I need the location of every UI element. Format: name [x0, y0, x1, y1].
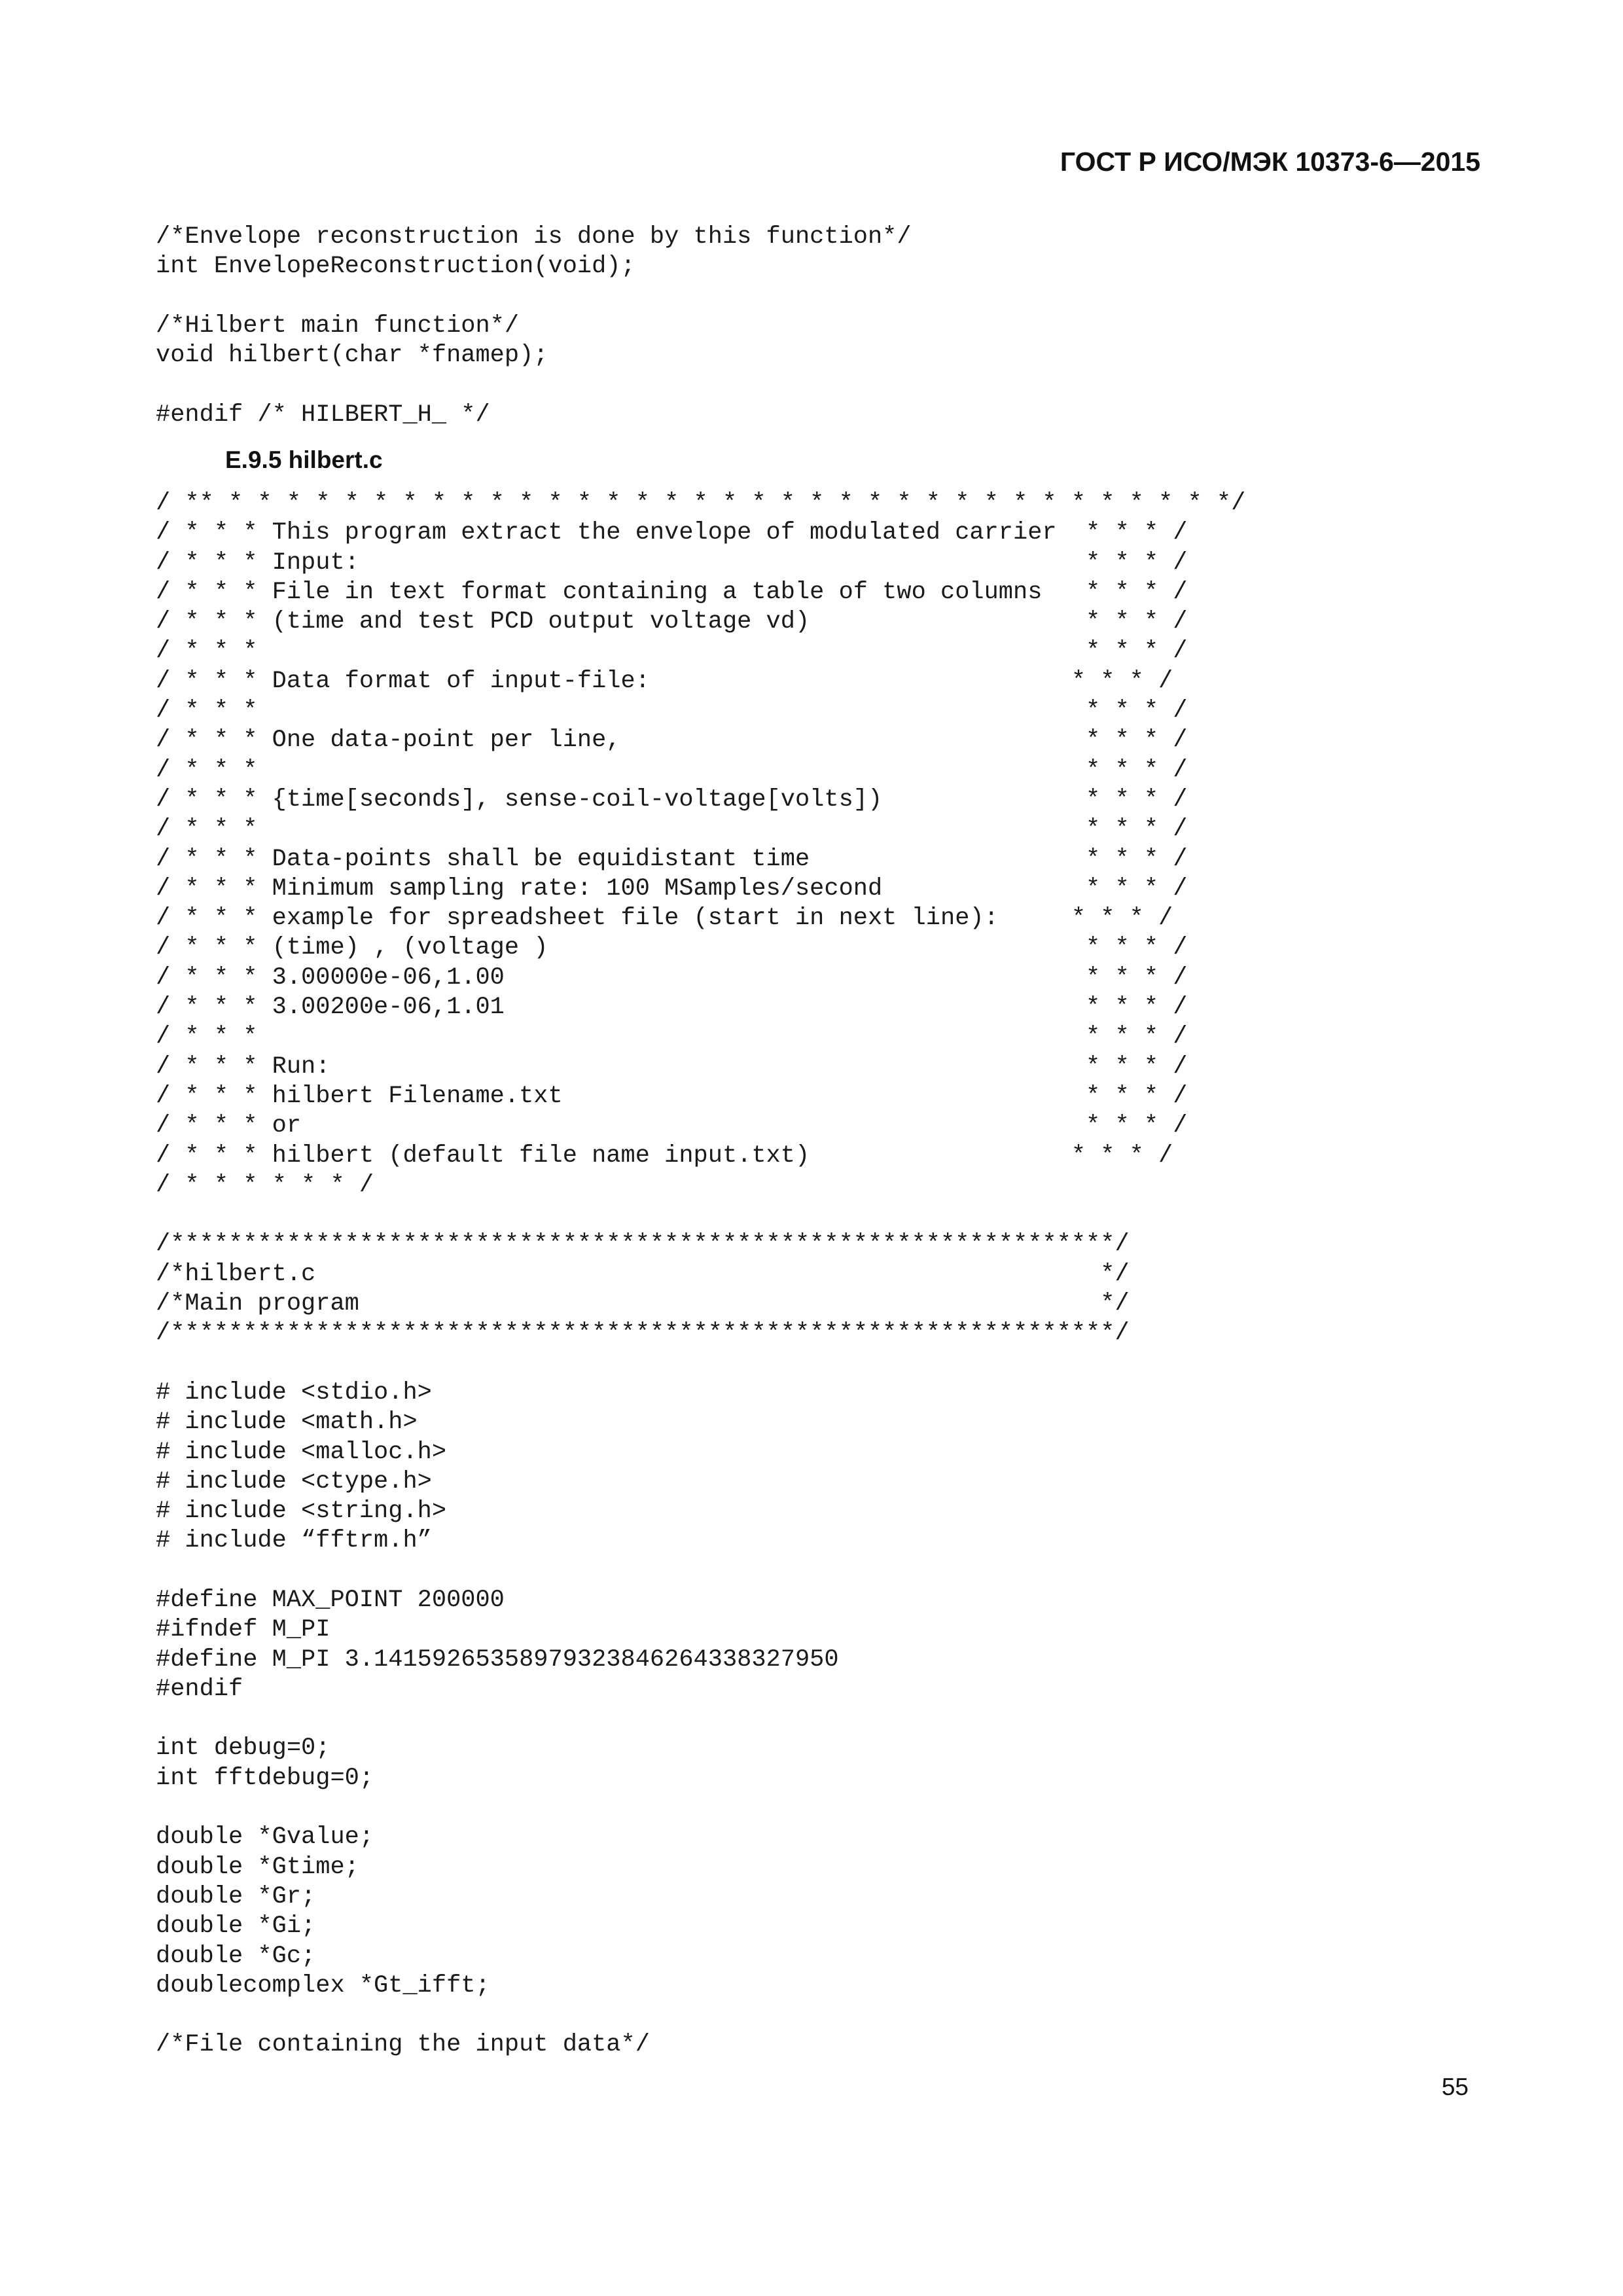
code-line: / * * * example for spreadsheet file (start in next line): * * * / [156, 905, 1173, 933]
code-line: #ifndef M_PI [156, 1616, 330, 1644]
code-line: #define MAX_POINT 200000 [156, 1586, 505, 1614]
code-line: / * * * or * * * / [156, 1112, 1188, 1140]
code-line: /*Main program */ [156, 1290, 1130, 1318]
code-line: / * * * (time) , (voltage ) * * * / [156, 934, 1188, 962]
code-line: / * * * This program extract the envelope of modulated carrier * * * / [156, 519, 1188, 547]
code-line: / * * * Run: * * * / [156, 1052, 1188, 1081]
code-line: / * * * hilbert (default file name input.txt) * * * / [156, 1141, 1173, 1170]
code-line: /*File containing the input data*/ [156, 2031, 650, 2059]
code-line: double *Gi; [156, 1912, 316, 1941]
code-line: # include <math.h> [156, 1408, 418, 1437]
code-line: # include <ctype.h> [156, 1467, 432, 1496]
code-line: #endif [156, 1675, 243, 1703]
code-line: doublecomplex *Gt_ifft; [156, 1971, 490, 2000]
code-line: / * * * Data-points shall be equidistant time * * * / [156, 845, 1188, 873]
code-line: /*****************************************************************/ [156, 1319, 1130, 1348]
code-line: / * * * 3.00000e-06,1.00 * * * / [156, 963, 1188, 992]
code-line: void hilbert(char *fnamep); [156, 342, 548, 370]
code-line: # include <string.h> [156, 1498, 447, 1526]
code-line: /*Envelope reconstruction is done by this function*/ [156, 223, 912, 251]
page-number: 55 [1441, 2073, 1469, 2100]
code-line: double *Gvalue; [156, 1823, 374, 1852]
code-line: int fftdebug=0; [156, 1764, 374, 1792]
code-line: /*****************************************************************/ [156, 1230, 1130, 1259]
code-line: /*hilbert.c */ [156, 1260, 1130, 1288]
code-line: / * * * * * * / [156, 697, 1188, 725]
code-line: int EnvelopeReconstruction(void); [156, 253, 635, 281]
code-line: # include <stdio.h> [156, 1378, 432, 1407]
code-line: / * * * Minimum sampling rate: 100 MSamples/second * * * / [156, 874, 1188, 903]
code-line: #endif /* HILBERT_H_ */ [156, 401, 490, 429]
code-line: / * * * Data format of input-file: * * * / [156, 667, 1173, 695]
code-line: / * * * * * * / [156, 1023, 1188, 1051]
code-line: double *Gr; [156, 1882, 316, 1910]
code-line: # include “fftrm.h” [156, 1527, 432, 1555]
document-header: ГОСТ Р ИСО/МЭК 10373-6—2015 [1060, 147, 1480, 177]
code-line: / * * * One data-point per line, * * * / [156, 726, 1188, 755]
code-line: / * * * (time and test PCD output voltage vd) * * * / [156, 608, 1188, 636]
section-heading: E.9.5 hilbert.c [225, 446, 383, 473]
code-line: #define M_PI 3.14159265358979323846264338327950 [156, 1645, 839, 1674]
code-line: / * * * * * * / [156, 756, 1188, 784]
code-line: / * * * * * * / [156, 1171, 374, 1199]
code-line: / * * * * * * / [156, 637, 1188, 666]
code-line: /*Hilbert main function*/ [156, 312, 520, 340]
code-line: # include <malloc.h> [156, 1438, 447, 1466]
code-listing-header-end [156, 223, 912, 430]
code-line: double *Gtime; [156, 1853, 359, 1881]
code-line: int debug=0; [156, 1734, 330, 1763]
code-line: / * * * 3.00200e-06,1.01 * * * / [156, 994, 1188, 1022]
code-line: double *Gc; [156, 1942, 316, 1970]
code-line: / * * * {time[seconds], sense-coil-voltage[volts]) * * * / [156, 785, 1188, 814]
code-line: / * * * Input: * * * / [156, 548, 1188, 577]
code-line: / * * * * * * / [156, 816, 1188, 844]
code-line: / ** * * * * * * * * * * * * * * * * * * * * * * * * * * * * * * * * * * */ [156, 490, 1246, 517]
code-line: / * * * File in text format containing a table of two columns * * * / [156, 578, 1188, 606]
code-listing-hilbert-c [156, 489, 1245, 2060]
code-line: / * * * hilbert Filename.txt * * * / [156, 1082, 1188, 1110]
